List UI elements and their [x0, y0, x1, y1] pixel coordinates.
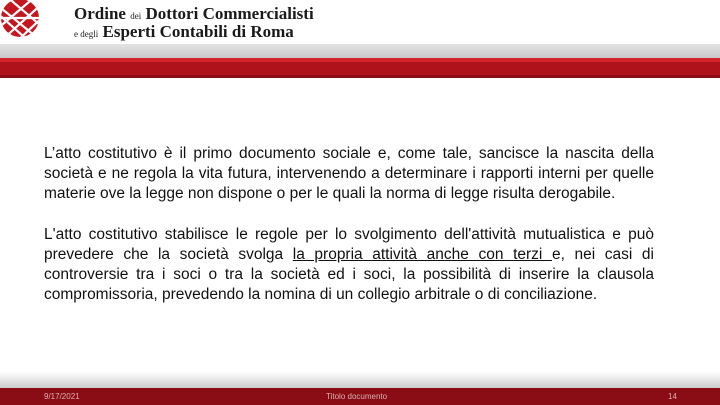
- footer-document-title: Titolo documento: [326, 392, 388, 401]
- footer: [0, 388, 720, 405]
- paragraph-2-part-b: e, nei casi di controversie tra i soci o tra la società ed i soci, la possibilità di inserire la clausola compromissoria, prevedendo la nomina di un collegio arbitrale o di conciliazione.: [44, 245, 654, 304]
- org-word-dei: dei: [130, 11, 142, 21]
- organization-line-2: [74, 22, 294, 42]
- organization-line-1: [74, 4, 314, 24]
- paragraph-1: L’atto costitutivo è il primo documento sociale e, come tale, sancisce la nascita della società e ne regola la vita futura, intervenendo a determinare i rapporti interni per quelle materie ove la legge non dispone o per le quali la norma di legge risulta derogabile.: [44, 145, 654, 203]
- slide-body: [44, 144, 654, 325]
- footer-shadow: [0, 372, 720, 388]
- header-red-band: [0, 58, 720, 78]
- paragraph-2-part-a: L'atto costitutivo stabilisce le regole per lo svolgimento dell'attività mutualistica e può prevedere che la società svolga: [44, 225, 654, 263]
- footer-page-number: 14: [668, 392, 677, 401]
- header-gray-band: [0, 44, 720, 58]
- org-word-esperti: Esperti Contabili di Roma: [102, 22, 294, 41]
- header: [0, 0, 720, 44]
- org-word-ordine: Ordine: [74, 4, 126, 23]
- org-word-dottori: Dottori Commercialisti: [145, 4, 314, 23]
- footer-date: 9/17/2021: [44, 392, 80, 401]
- globe-logo-icon: [0, 0, 48, 44]
- org-word-edegli: e degli: [74, 29, 99, 39]
- paragraph-2-underlined: la propria attività anche con terzi: [292, 245, 552, 263]
- paragraph-2: [44, 225, 654, 306]
